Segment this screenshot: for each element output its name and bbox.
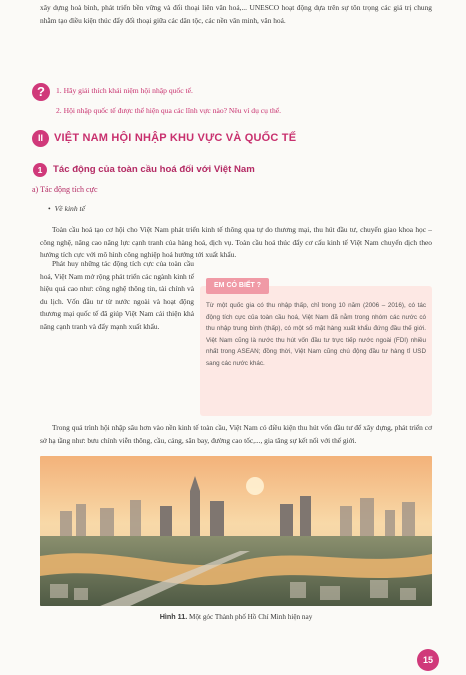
info-box-text: Từ một quốc gia có thu nhập thấp, chỉ trong 10 năm (2006 – 2016), có tác động tích cực của toàn cầu hoá, Việt Nam đã nằm trong nhóm các nước có thu nhập trung bình (thấp), có một số mặt hàng xuất khẩu đứng đầu thế giới. Việt Nam cũng là nước thu hút vốn đầu tư trực tiếp nước ngoài (FDI) nhiều nhất trong ASEAN; đồng thời, Việt Nam cũng chú động đầu tư hàng tỉ USD sang các nước khác. [206, 302, 426, 367]
section-title: VIỆT NAM HỘI NHẬP KHU VỰC VÀ QUỐC TẾ [54, 132, 297, 144]
page-number: 15 [417, 649, 439, 671]
figure-caption-text: Một góc Thành phố Hồ Chí Minh hiện nay [189, 613, 313, 621]
after-box-paragraph: Trong quá trình hội nhập sâu hơn vào nền kinh tế toàn cầu, Việt Nam có điều kiện thu hút vốn đầu tư để xây dựng, phát triển cơ sở hạ tầng như: bưu chính viễn thông, cầu, cảng, sân bay, đường cao tốc,..., gia tăng sự kết nối với thế giới. [40, 423, 432, 445]
question-mark-icon: ? [32, 83, 50, 101]
figure-caption [40, 612, 432, 621]
subsection-number-badge: 1 [33, 163, 47, 177]
city-photo [40, 456, 432, 606]
question-2: 2. Hội nhập quốc tế được thể hiện qua các lĩnh vực nào? Nêu ví dụ cụ thể. [56, 106, 282, 115]
question-1: 1. Hãy giải thích khái niệm hội nhập quốc tế. [56, 86, 193, 95]
left-column-paragraph: Phát huy những tác động tích cực của toàn cầu hoá, Việt Nam mở rộng phát triển các ngành kinh tế hiệu quả cao như: công nghệ thông tin, tài chính và du lịch. Vốn đầu tư từ nước ngoài và hoạt động thương mại quốc tế đã giúp Việt Nam cải thiện khả năng cạnh tranh và đẩy mạnh xuất khẩu. [40, 259, 194, 331]
section-number-badge: II [32, 130, 49, 147]
info-box-heading: EM CÓ BIẾT ? [206, 278, 269, 294]
intro-paragraph: xây dựng hoà bình, phát triển bền vững và đối thoại liên văn hoá,... UNESCO hoạt động dựa trên sự tôn trọng các giá trị chung nhằm tạo điều kiện thúc đẩy đối thoại giữa các dân tộc, các nền văn minh, văn hoá. [40, 3, 432, 25]
info-box [200, 282, 432, 416]
bullet-item [48, 204, 85, 213]
bullet-text: Về kinh tế [54, 204, 86, 213]
main-paragraph: Toàn cầu hoá tạo cơ hội cho Việt Nam phát triển kinh tế thông qua tự do thương mại, thu hút đầu tư, chuyển giao khoa học – công nghệ, nâng cao năng lực cạnh tranh của hàng hoá, dịch vụ. Toàn cầu hoá thúc đẩy cơ cấu kinh tế Việt Nam chuyển dịch theo hướng tích cực với mô hình công nghiệp hoá hướng tới xuất khẩu. [40, 225, 432, 260]
figure-label: Hình 11. [159, 612, 188, 621]
city-photo-illustration [40, 456, 432, 606]
part-a-title: a) Tác động tích cực [32, 185, 98, 194]
subsection-title: Tác động của toàn cầu hoá đối với Việt Nam [53, 164, 255, 175]
bullet-dot-icon: • [48, 204, 51, 213]
